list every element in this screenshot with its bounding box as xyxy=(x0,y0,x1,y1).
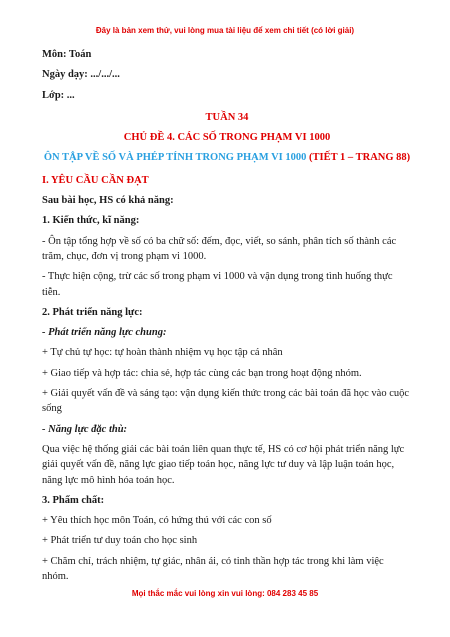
knowledge-item: - Ôn tập tổng hợp về số có ba chữ số: đếm, đọc, viết, so sánh, phân tích số thành các trăm, chục, đơn vị trong phạm vi 1000. xyxy=(42,235,397,262)
specific-competence-heading: - Năng lực đặc thù: xyxy=(42,423,128,435)
date-line: Ngày dạy: .../.../... xyxy=(42,69,120,81)
general-competence-heading: - Phát triển năng lực chung: xyxy=(42,327,167,339)
week-title: TUẦN 34 xyxy=(205,111,249,123)
lesson-title xyxy=(42,150,412,165)
lesson-title-suffix: (TIẾT 1 – TRANG 88) xyxy=(306,152,411,164)
quality-item: + Chăm chỉ, trách nhiệm, tự giác, nhân ái, có tinh thần hợp tác trong khi làm việc nhóm. xyxy=(42,555,384,583)
topic-title: CHỦ ĐỀ 4. CÁC SỐ TRONG PHẠM VI 1000 xyxy=(123,132,331,144)
specific-competence-text: Qua việc hệ thống giải các bài toán liên quan thực tế, HS có cơ hội phát triển năng lực giải quyết vấn đề, năng lực giao tiếp toán học, năng lực tư duy và lập luận toán học, năng lực mô hình hóa toán học. xyxy=(42,443,405,486)
general-competence-item: + Giao tiếp và hợp tác: chia sẻ, hợp tác cùng các bạn trong hoạt động nhóm. xyxy=(42,367,362,379)
contact-banner: Mọi thắc mắc vui lòng xin vui lòng: 084 283 45 85 xyxy=(131,589,319,598)
quality-item: + Phát triển tư duy toán cho học sinh xyxy=(42,535,198,547)
competence-heading: 2. Phát triển năng lực: xyxy=(42,306,143,318)
general-competence-item: + Giải quyết vấn đề và sáng tạo: vận dụng kiến thức trong các bài toán đã học vào cuộc sống xyxy=(42,388,410,415)
section-intro: Sau bài học, HS có khả năng: xyxy=(42,195,174,207)
grade-line: Lớp: ... xyxy=(42,89,75,101)
lesson-title-main: ÔN TẬP VỀ SỐ VÀ PHÉP TÍNH TRONG PHẠM VI 1000 xyxy=(43,152,307,164)
quality-item: + Yêu thích học môn Toán, có hứng thú với các con số xyxy=(42,515,272,527)
preview-notice-banner: Đây là bản xem thử, vui lòng mua tài liệu để xem chi tiết (có lời giải) xyxy=(95,26,355,35)
knowledge-item: - Thực hiện cộng, trừ các số trong phạm vi 1000 và vận dụng trong tình huống thực tiễn. xyxy=(42,271,393,298)
lesson-plan-content xyxy=(42,47,412,584)
qualities-heading: 3. Phẩm chất: xyxy=(42,494,105,506)
section-requirements-title: I. YÊU CẦU CẦN ĐẠT xyxy=(42,174,149,186)
subject-line: Môn: Toán xyxy=(42,49,92,60)
general-competence-item: + Tự chủ tự học: tự hoàn thành nhiệm vụ học tập cá nhân xyxy=(42,347,283,359)
knowledge-heading: 1. Kiến thức, kĩ năng: xyxy=(42,215,140,227)
